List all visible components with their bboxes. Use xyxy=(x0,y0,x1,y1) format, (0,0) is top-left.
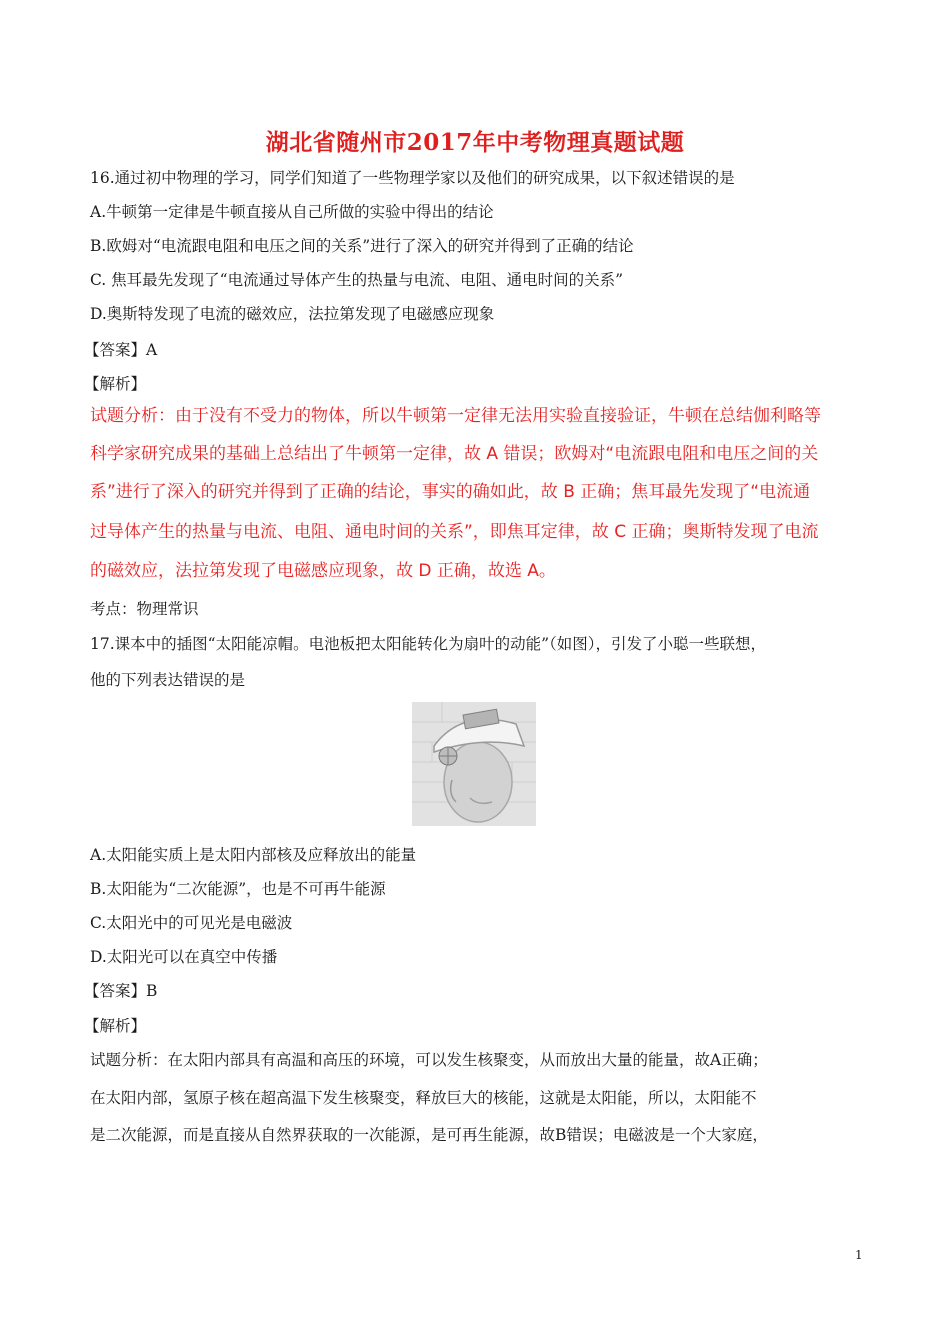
solar-cap-figure xyxy=(412,702,536,826)
q16-option-d: D.奥斯特发现了电流的磁效应，法拉第发现了电磁感应现象 xyxy=(90,305,495,323)
q17-option-a: A.太阳能实质上是太阳内部核及应释放出的能量 xyxy=(90,846,417,864)
q17-stem-line1: 17.课本中的插图“太阳能凉帽。电池板把太阳能转化为扇叶的动能”（如图），引发了小聪一些联想， xyxy=(90,635,767,653)
q16-analysis-line: 系”进行了深入的研究并得到了正确的结论，事实的确如此，故 B 正确；焦耳最先发现了“电流通 xyxy=(90,482,811,502)
q17-answer: 【答案】B xyxy=(84,982,158,1000)
q16-analysis-line: 科学家研究成果的基础上总结出了牛顿第一定律，故 A 错误；欧姆对“电流跟电阻和电压之间的关 xyxy=(90,444,819,464)
q17-analysis-line: 在太阳内部，氢原子核在超高温下发生核聚变，释放巨大的核能，这就是太阳能，所以，太阳能不 xyxy=(90,1089,757,1107)
q16-option-c: C. 焦耳最先发现了“电流通过导体产生的热量与电流、电阻、通电时间的关系” xyxy=(90,271,624,289)
q17-analysis-line: 是二次能源，而是直接从自然界获取的一次能源，是可再生能源，故B错误；电磁波是一个大家庭， xyxy=(90,1126,768,1144)
q17-option-c: C.太阳光中的可见光是电磁波 xyxy=(90,914,293,932)
q16-analysis-line: 过导体产生的热量与电流、电阻、通电时间的关系”，即焦耳定律，故 C 正确；奥斯特发现了电流 xyxy=(90,522,819,542)
page-number: 1 xyxy=(855,1248,863,1262)
page-title: 湖北省随州市2017年中考物理真题试题 xyxy=(265,129,685,156)
q16-answer: 【答案】A xyxy=(84,341,158,359)
q16-option-a: A.牛顿第一定律是牛顿直接从自己所做的实验中得出的结论 xyxy=(90,203,494,221)
q17-option-d: D.太阳光可以在真空中传播 xyxy=(90,948,278,966)
q17-analysis-label: 【解析】 xyxy=(84,1017,147,1035)
q17-stem-line2: 他的下列表达错误的是 xyxy=(90,671,246,689)
q16-analysis-line: 的磁效应，法拉第发现了电磁感应现象，故 D 正确，故选 A。 xyxy=(90,561,556,581)
q17-analysis-line: 试题分析：在太阳内部具有高温和高压的环境，可以发生核聚变，从而放出大量的能量，故A正确； xyxy=(90,1051,768,1069)
q16-analysis-line: 试题分析：由于没有不受力的物体，所以牛顿第一定律无法用实验直接验证，牛顿在总结伽利略等 xyxy=(90,406,821,426)
q16-kaodian: 考点：物理常识 xyxy=(90,600,199,618)
q16-stem: 16.通过初中物理的学习，同学们知道了一些物理学家以及他们的研究成果，以下叙述错误的是 xyxy=(90,169,735,187)
q17-option-b: B.太阳能为“二次能源”，也是不可再牛能源 xyxy=(90,880,386,898)
q16-option-b: B.欧姆对“电流跟电阻和电压之间的关系”进行了深入的研究并得到了正确的结论 xyxy=(90,237,634,255)
q16-analysis-label: 【解析】 xyxy=(84,375,147,393)
